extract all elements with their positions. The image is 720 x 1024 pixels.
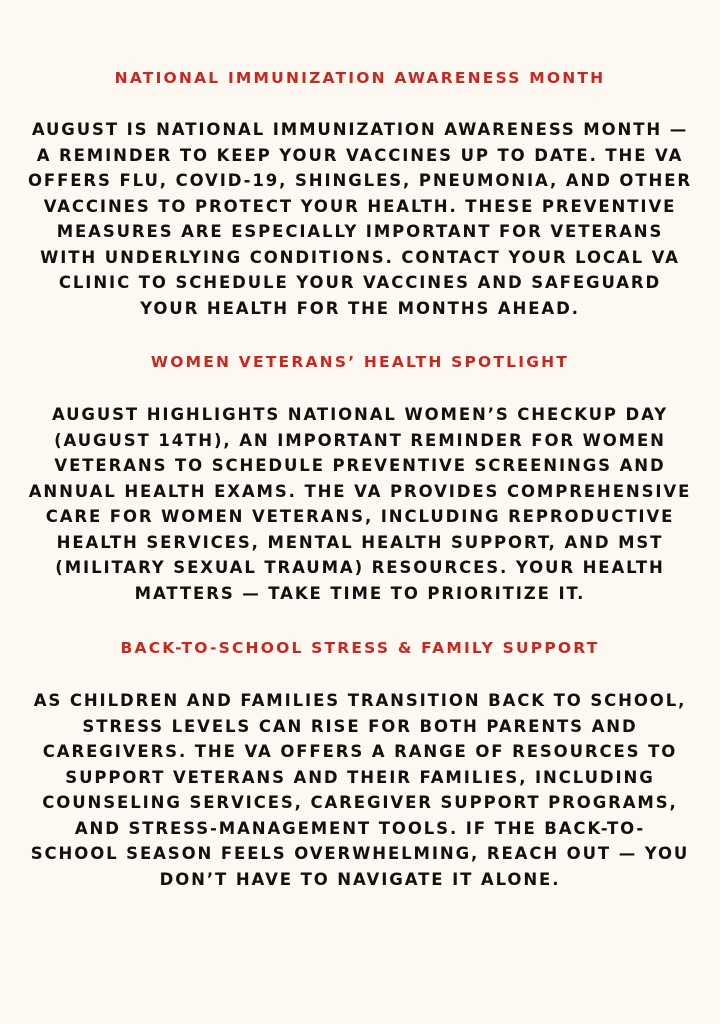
section-heading-back-to-school: BACK-TO-SCHOOL STRESS & FAMILY SUPPORT (120, 639, 600, 657)
body-line: YOUR HEALTH FOR THE MONTHS AHEAD. (140, 298, 580, 318)
body-line: WITH UNDERLYING CONDITIONS. CONTACT YOUR LOCAL VA (40, 247, 680, 267)
body-line: MEASURES ARE ESPECIALLY IMPORTANT FOR VETERANS (56, 222, 664, 241)
section-heading-immunization: NATIONAL IMMUNIZATION AWARENESS MONTH (114, 69, 606, 87)
section-body-women-veterans (0, 402, 720, 606)
body-line: STRESS LEVELS CAN RISE FOR BOTH PARENTS AND (82, 716, 638, 736)
body-line: MATTERS — TAKE TIME TO PRIORITIZE IT. (134, 583, 586, 603)
body-line: CAREGIVERS. THE VA OFFERS A RANGE OF RESOURCES TO (42, 742, 678, 761)
body-line: HEALTH SERVICES, MENTAL HEALTH SUPPORT, AND MST (56, 532, 664, 552)
section-heading-women-veterans: WOMEN VETERANS’ HEALTH SPOTLIGHT (150, 353, 570, 371)
body-line: CARE FOR WOMEN VETERANS, INCLUDING REPRODUCTIVE (45, 507, 675, 526)
body-line: AUGUST HIGHLIGHTS NATIONAL WOMEN’S CHECKUP DAY (51, 405, 669, 424)
section-body-back-to-school (0, 688, 720, 892)
body-line: AS CHILDREN AND FAMILIES TRANSITION BACK TO SCHOOL, (33, 691, 687, 710)
body-line: A REMINDER TO KEEP YOUR VACCINES UP TO DATE. THE VA (36, 145, 684, 165)
body-line: DON’T HAVE TO NAVIGATE IT ALONE. (159, 869, 561, 889)
body-line: (MILITARY SEXUAL TRAUMA) RESOURCES. YOUR HEALTH (55, 558, 665, 577)
body-line: OFFERS FLU, COVID-19, SHINGLES, PNEUMONIA, AND OTHER (27, 171, 692, 190)
body-line: CLINIC TO SCHEDULE YOUR VACCINES AND SAFEGUARD (58, 273, 662, 292)
body-line: COUNSELING SERVICES, CAREGIVER SUPPORT PROGRAMS, (42, 793, 678, 812)
body-line: ANNUAL HEALTH EXAMS. THE VA PROVIDES COMPREHENSIVE (28, 481, 692, 501)
body-line: VETERANS TO SCHEDULE PREVENTIVE SCREENINGS AND (54, 456, 666, 475)
body-line: SCHOOL SEASON FEELS OVERWHELMING, REACH OUT — YOU (30, 844, 690, 863)
body-line: AND STRESS-MANAGEMENT TOOLS. IF THE BACK-TO- (74, 818, 646, 838)
body-line: SUPPORT VETERANS AND THEIR FAMILIES, INCLUDING (65, 767, 655, 787)
body-line: AUGUST IS NATIONAL IMMUNIZATION AWARENESS MONTH — (31, 120, 689, 139)
section-body-immunization (0, 117, 720, 321)
body-line: VACCINES TO PROTECT YOUR HEALTH. THESE PREVENTIVE (43, 196, 677, 216)
body-line: (AUGUST 14TH), AN IMPORTANT REMINDER FOR WOMEN (54, 430, 666, 450)
